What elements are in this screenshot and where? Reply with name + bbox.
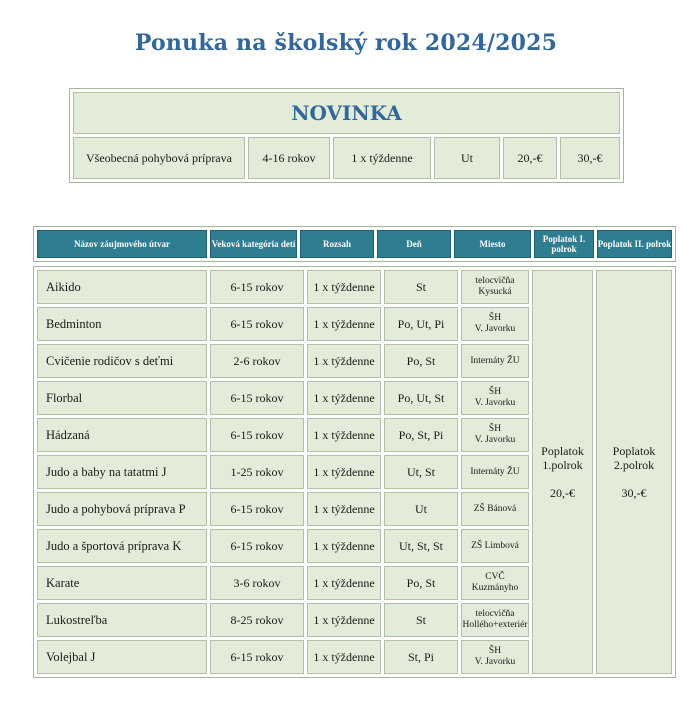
header-fee-2: Poplatok II. polrok (597, 230, 672, 258)
novinka-age: 4-16 rokov (248, 137, 330, 179)
activity-day: Ut, St, St (384, 529, 458, 563)
activity-name: Volejbal J (37, 640, 207, 674)
novinka-fee-1: 20,-€ (503, 137, 557, 179)
activity-name: Hádzaná (37, 418, 207, 452)
activity-day: Ut, St (384, 455, 458, 489)
activity-place (461, 270, 529, 304)
activity-day: Po, Ut, St (384, 381, 458, 415)
activity-place (461, 381, 529, 415)
place-line-2: V. Javorku (474, 398, 516, 408)
place-line-1: ŠH (488, 424, 502, 434)
activity-age: 8-25 rokov (210, 603, 304, 637)
place-line-2: V. Javorku (474, 324, 516, 334)
activity-age: 6-15 rokov (210, 640, 304, 674)
activity-age: 6-15 rokov (210, 529, 304, 563)
novinka-row (73, 137, 620, 179)
header-scope: Rozsah (300, 230, 374, 258)
activity-scope: 1 x týždenne (307, 566, 381, 600)
activity-age: 3-6 rokov (210, 566, 304, 600)
activity-day: St (384, 603, 458, 637)
fee-first-halfyear (532, 270, 593, 674)
place-line-1: telocvičňa (475, 276, 515, 286)
activity-name: Karate (37, 566, 207, 600)
place-line-2: Hollého+exteriér (462, 620, 528, 630)
fee-label: 2.polrok (613, 458, 655, 472)
fee-label: Poplatok (541, 444, 584, 458)
activity-scope: 1 x týždenne (307, 455, 381, 489)
activity-age: 6-15 rokov (210, 418, 304, 452)
activity-day: St (384, 270, 458, 304)
page-title: Ponuka na školský rok 2024/2025 (134, 30, 558, 56)
activity-name: Lukostreľba (37, 603, 207, 637)
novinka-fee-2: 30,-€ (560, 137, 620, 179)
place-line-1: Internáty ŽU (470, 466, 520, 477)
fee-amount: 20,-€ (550, 486, 575, 500)
novinka-day: Ut (434, 137, 500, 179)
novinka-name: Všeobecná pohybová príprava (73, 137, 245, 179)
place-line-1: Internáty ŽU (470, 355, 520, 366)
activity-scope: 1 x týždenne (307, 270, 381, 304)
activity-scope: 1 x týždenne (307, 418, 381, 452)
activity-name: Judo a športová príprava K (37, 529, 207, 563)
activity-place (461, 418, 529, 452)
activity-age: 6-15 rokov (210, 492, 304, 526)
activity-scope: 1 x týždenne (307, 640, 381, 674)
activity-day: Po, St, Pi (384, 418, 458, 452)
fee-amount: 30,-€ (621, 486, 647, 500)
activity-scope: 1 x týždenne (307, 529, 381, 563)
activity-place (461, 566, 529, 600)
place-line-2: Kuzmányho (471, 583, 519, 593)
place-line-1: ZŠ Bánová (473, 503, 517, 514)
place-line-2: V. Javorku (474, 657, 516, 667)
place-line-2: Kysucká (478, 287, 512, 297)
place-line-1: CVČ (485, 572, 505, 582)
activity-day: Po, Ut, Pi (384, 307, 458, 341)
activity-name: Judo a pohybová príprava P (37, 492, 207, 526)
fee-label: 1.polrok (542, 458, 583, 472)
novinka-table (69, 88, 624, 183)
novinka-scope: 1 x týždenne (333, 137, 431, 179)
place-line-2: V. Javorku (474, 435, 516, 445)
activity-name: Aikido (37, 270, 207, 304)
activity-scope: 1 x týždenne (307, 381, 381, 415)
header-place: Miesto (454, 230, 531, 258)
activity-age: 6-15 rokov (210, 307, 304, 341)
table-row (37, 270, 672, 304)
activity-place (461, 455, 529, 489)
fee-second-halfyear (596, 270, 672, 674)
activity-age: 1-25 rokov (210, 455, 304, 489)
table-header (33, 226, 676, 262)
activity-place (461, 344, 529, 378)
place-line-1: ŠH (488, 646, 502, 656)
activity-name: Cvičenie rodičov s deťmi (37, 344, 207, 378)
activity-age: 2-6 rokov (210, 344, 304, 378)
novinka-heading: NOVINKA (73, 92, 620, 134)
activity-day: Ut (384, 492, 458, 526)
activity-name: Judo a baby na tatatmi J (37, 455, 207, 489)
place-line-1: ŠH (488, 313, 502, 323)
activity-scope: 1 x týždenne (307, 603, 381, 637)
header-age: Veková kategória detí (210, 230, 297, 258)
activity-scope: 1 x týždenne (307, 344, 381, 378)
activity-place (461, 492, 529, 526)
activity-day: St, Pi (384, 640, 458, 674)
activity-place (461, 640, 529, 674)
place-line-1: ŠH (488, 387, 502, 397)
header-day: Deň (377, 230, 451, 258)
activity-age: 6-15 rokov (210, 381, 304, 415)
place-line-1: ZŠ Limbová (471, 540, 519, 551)
header-fee-1: Poplatok I. polrok (534, 230, 594, 258)
activities-table (33, 266, 676, 678)
activity-day: Po, St (384, 566, 458, 600)
fee-label: Poplatok (612, 444, 656, 458)
activity-name: Florbal (37, 381, 207, 415)
activity-place (461, 603, 529, 637)
activity-age: 6-15 rokov (210, 270, 304, 304)
header-name: Názov záujmového útvar (37, 230, 207, 258)
activity-place (461, 307, 529, 341)
activity-place (461, 529, 529, 563)
activity-scope: 1 x týždenne (307, 307, 381, 341)
place-line-1: telocvičňa (475, 609, 515, 619)
activity-name: Bedminton (37, 307, 207, 341)
activity-scope: 1 x týždenne (307, 492, 381, 526)
activity-day: Po, St (384, 344, 458, 378)
